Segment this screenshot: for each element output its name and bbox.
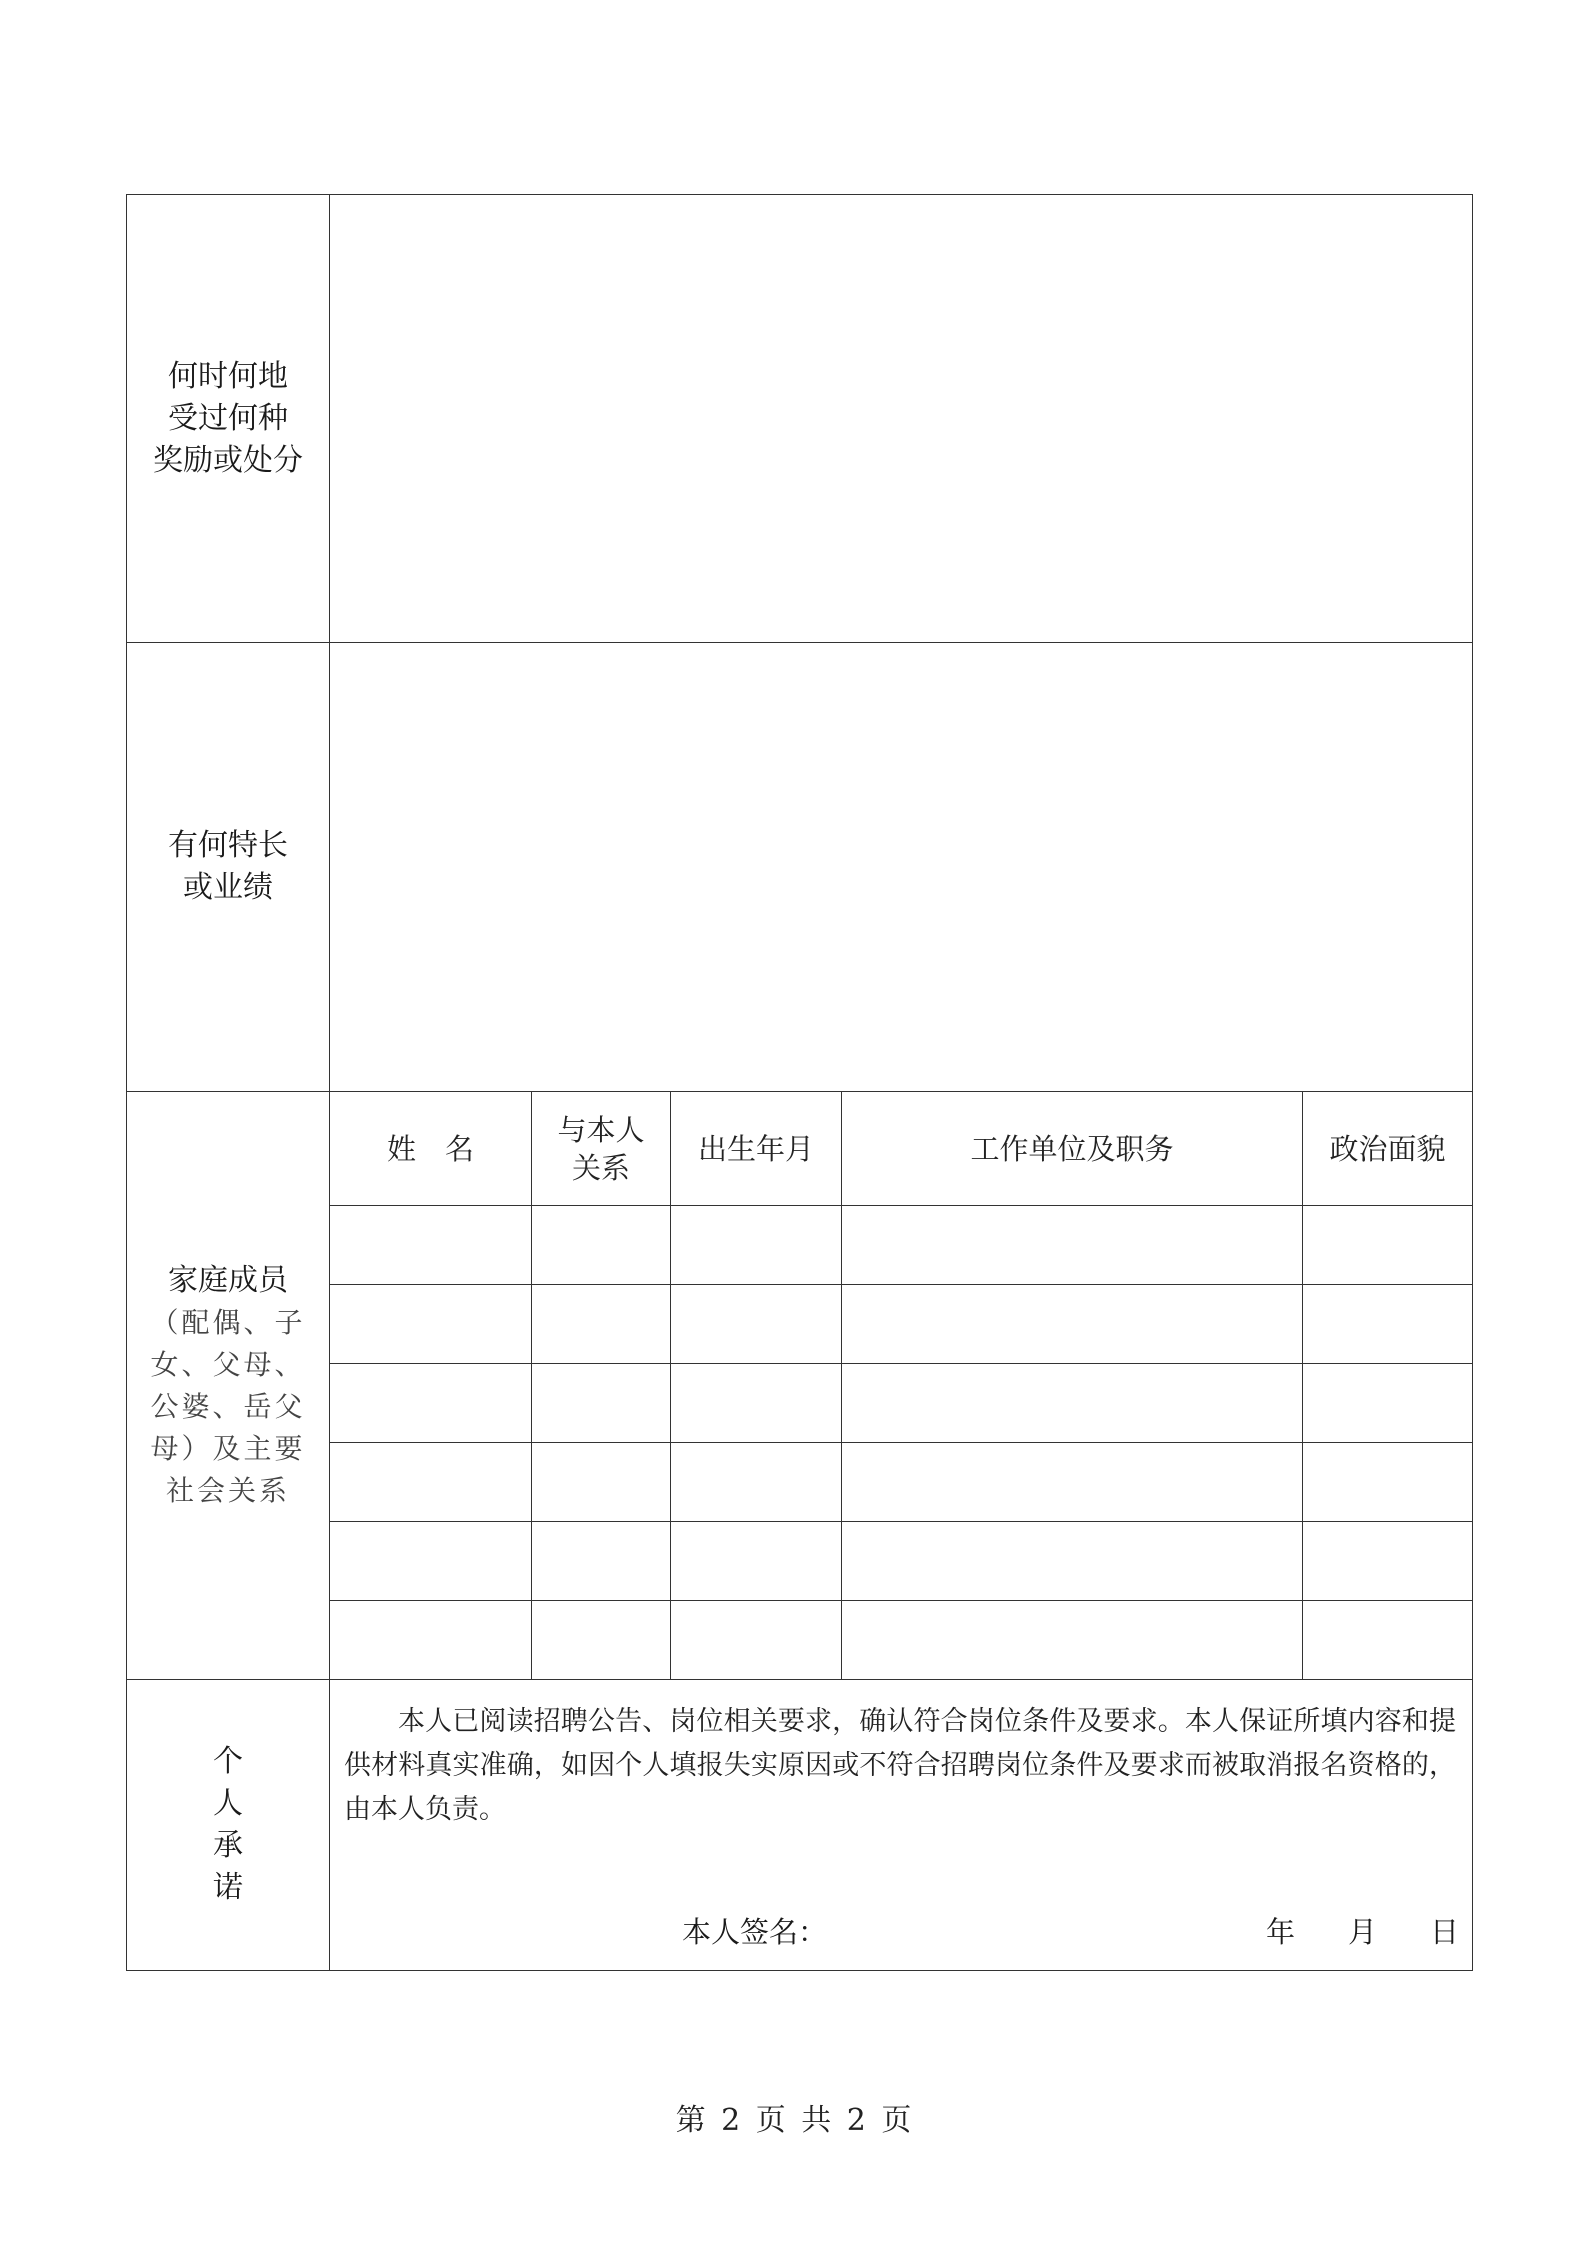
family-cell-birth[interactable] [671,1285,842,1364]
column-header-work [842,1092,1303,1206]
family-label-sub-1: （配偶、子 [150,1305,306,1339]
awards-row [127,195,1473,643]
specialty-row [127,643,1473,1092]
column-header-name-text: 姓 名 [386,1131,474,1166]
family-cell-relation[interactable] [532,1285,671,1364]
family-label-main: 家庭成员 [168,1262,288,1298]
family-cell-political[interactable] [1303,1522,1473,1601]
pledge-content [330,1680,1473,1971]
family-cell-relation[interactable] [532,1206,671,1285]
family-cell-work[interactable] [842,1364,1303,1443]
specialty-label-line-2: 或业绩 [183,870,273,905]
column-header-relation-line-2: 关系 [571,1150,630,1185]
pledge-row [127,1680,1473,1971]
family-cell-birth[interactable] [671,1522,842,1601]
pledge-label-line-1: 个人 [213,1744,297,1821]
family-cell-name[interactable] [330,1443,532,1522]
awards-input-area[interactable] [330,195,1473,643]
family-cell-political[interactable] [1303,1206,1473,1285]
family-cell-relation[interactable] [532,1522,671,1601]
column-header-relation-line-1: 与本人 [557,1112,645,1147]
family-cell-name[interactable] [330,1522,532,1601]
column-header-birth-text: 出生年月 [697,1131,814,1166]
family-label-sub-2: 女、父母、 [150,1347,306,1381]
family-cell-birth[interactable] [671,1443,842,1522]
specialty-input-area[interactable] [330,643,1473,1092]
column-header-name [330,1092,532,1206]
pledge-label-line-2: 承诺 [213,1828,297,1905]
family-cell-name[interactable] [330,1285,532,1364]
family-cell-relation[interactable] [532,1364,671,1443]
family-label-sub-4: 母）及主要 [150,1431,306,1465]
family-cell-work[interactable] [842,1522,1303,1601]
family-cell-birth[interactable] [671,1206,842,1285]
date-day-label: 日 [1430,1915,1460,1949]
page-number-footer: 第 2 页 共 2 页 [675,2103,912,2138]
specialty-label [127,643,330,1092]
family-cell-relation[interactable] [532,1601,671,1680]
date-year-label: 年 [1266,1915,1296,1949]
column-header-political-text: 政治面貌 [1329,1131,1446,1166]
pledge-text: 本人已阅读招聘公告、岗位相关要求，确认符合岗位条件及要求。本人保证所填内容和提供材料真实准确，如因个人填报失实原因或不符合招聘岗位条件及要求而被取消报名资格的，由本人负责。 [344,1706,1457,1825]
column-header-work-text: 工作单位及职务 [970,1131,1174,1166]
signature-label: 本人签名： [682,1915,828,1949]
family-cell-name[interactable] [330,1364,532,1443]
awards-label [127,195,330,643]
awards-label-line-3: 奖励或处分 [153,442,303,478]
awards-label-line-2: 受过何种 [168,400,288,436]
signature-line [330,1906,1472,1950]
family-label-sub-5: 社会关系 [165,1473,290,1507]
family-cell-political[interactable] [1303,1443,1473,1522]
family-cell-political[interactable] [1303,1601,1473,1680]
family-cell-political[interactable] [1303,1285,1473,1364]
family-cell-birth[interactable] [671,1364,842,1443]
family-cell-work[interactable] [842,1285,1303,1364]
column-header-relation [532,1092,671,1206]
family-cell-birth[interactable] [671,1601,842,1680]
column-header-birth [671,1092,842,1206]
awards-label-line-1: 何时何地 [168,358,288,394]
column-header-political [1303,1092,1473,1206]
application-form-table [126,194,1473,1971]
pledge-label [127,1680,330,1971]
family-cell-relation[interactable] [532,1443,671,1522]
family-cell-name[interactable] [330,1206,532,1285]
family-cell-name[interactable] [330,1601,532,1680]
family-cell-political[interactable] [1303,1364,1473,1443]
specialty-label-line-1: 有何特长 [168,828,288,863]
family-label-sub-3: 公婆、岳父 [150,1389,306,1423]
family-cell-work[interactable] [842,1601,1303,1680]
date-month-label: 月 [1348,1915,1378,1949]
family-cell-work[interactable] [842,1206,1303,1285]
family-label [127,1092,330,1680]
family-header-row [127,1092,1473,1206]
family-cell-work[interactable] [842,1443,1303,1522]
